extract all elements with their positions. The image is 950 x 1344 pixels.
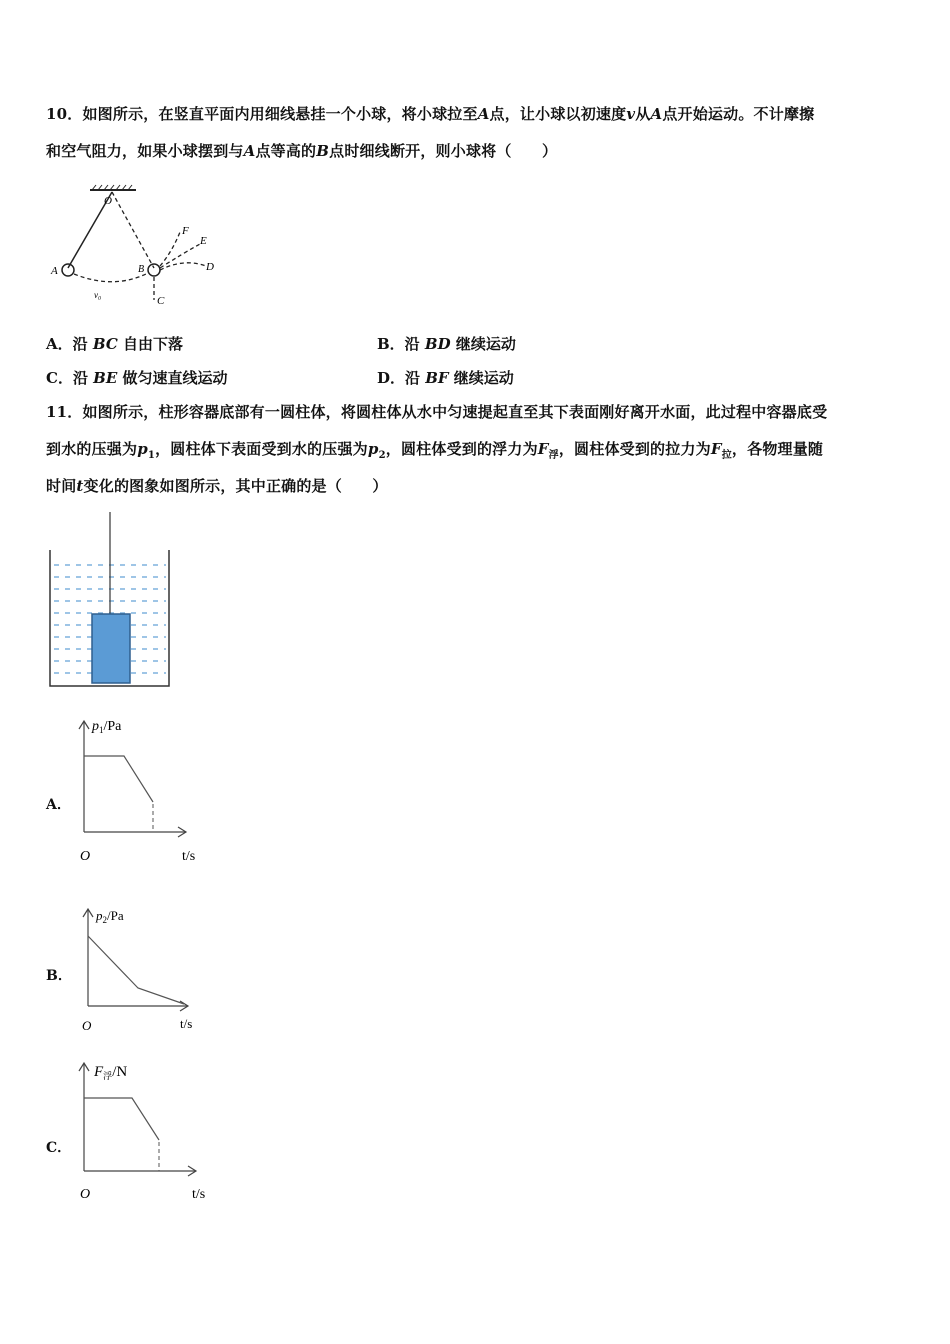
graph-a-xlabel: t/s	[182, 849, 196, 864]
graph-c-xlabel: t/s	[192, 1187, 206, 1202]
label-O: O	[104, 195, 112, 207]
q11-stem-line-3: 时间t变化的图象如图所示，其中正确的是（ ）	[46, 477, 388, 495]
label-B: B	[138, 264, 145, 275]
graph-a-origin: O	[80, 849, 91, 864]
q10-option-b[interactable]: B．沿 BD 继续运动	[377, 335, 516, 353]
graph-c	[70, 1058, 230, 1204]
q11-option-a-label[interactable]: A．	[46, 797, 71, 813]
q11-option-b-label[interactable]: B．	[46, 968, 72, 984]
pendulum-figure	[44, 180, 229, 310]
q10-stem-line-1: 10．如图所示，在竖直平面内用细线悬挂一个小球，将小球拉至A点，让小球以初速度v从A点开始运动。不计摩擦	[46, 105, 815, 123]
q11-stem-line-2: 到水的压强为$p_1$，圆柱体下表面受到水的压强为$p_2$，圆柱体受到的浮力为$F_浮$，圆柱体受到的拉力为$F_拉$，各物理量随	[46, 440, 824, 461]
graph-b-xlabel: t/s	[180, 1016, 193, 1031]
graph-a-ylabel: $p_1/Pa$	[92, 719, 122, 735]
label-v0: v₀	[94, 290, 102, 300]
graph-a	[70, 712, 220, 864]
graph-c-ylabel: $F_浮/N$	[94, 1064, 128, 1081]
container-figure	[46, 510, 176, 692]
q11-stem-line-1: 11．如图所示，柱形容器底部有一圆柱体，将圆柱体从水中匀速提起直至其下表面刚好离开水面，此过程中容器底受	[46, 403, 828, 421]
label-D: D	[206, 261, 214, 273]
q10-option-a[interactable]: A．沿 BC 自由下落	[46, 335, 184, 353]
label-E: E	[200, 235, 207, 247]
q10-option-d[interactable]: D．沿 BF 继续运动	[377, 369, 514, 387]
graph-b-ylabel: $p_2/Pa$	[96, 908, 124, 925]
q11-option-c-label[interactable]: C．	[46, 1140, 72, 1156]
q10-option-c[interactable]: C．沿 BE 做匀速直线运动	[46, 369, 228, 387]
label-C: C	[157, 295, 165, 307]
label-A: A	[51, 265, 58, 277]
q10-stem-line-2: 和空气阻力，如果小球摆到与A点等高的B点时细线断开，则小球将（ ）	[46, 142, 558, 160]
label-F: F	[182, 225, 189, 237]
graph-c-origin: O	[80, 1187, 91, 1202]
graph-b	[72, 906, 222, 1036]
graph-b-origin: O	[82, 1018, 92, 1033]
